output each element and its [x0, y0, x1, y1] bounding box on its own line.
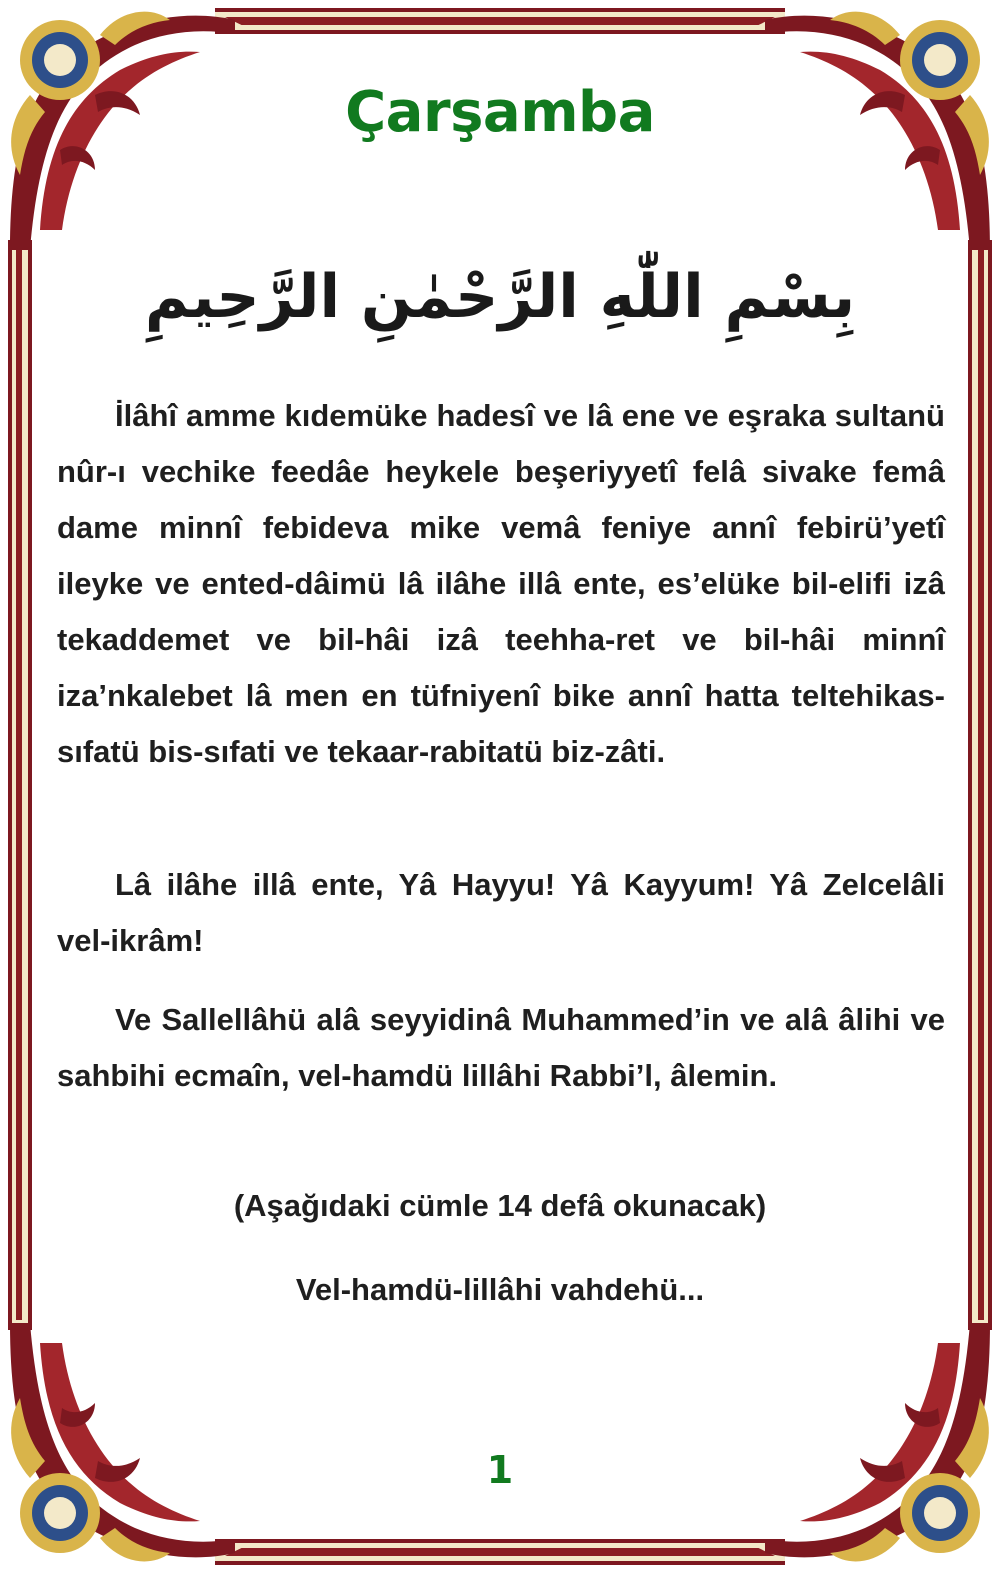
corner-ornament-bottom-left	[0, 1313, 240, 1573]
repeat-line: Vel-hamdü-lillâhi vahdehü...	[295, 1272, 705, 1307]
basmala-calligraphy: بِسْمِ اللّٰهِ الرَّحْمٰنِ الرَّحِيمِ	[144, 262, 856, 332]
frame-top-border	[215, 8, 785, 34]
frame-right-border	[968, 240, 992, 1330]
prayer-paragraph-3: Ve Sallellâhü alâ seyyidinâ Muhammed’in ve alâ âlihi ve sahbihi ecmaîn, vel-hamdü lillâhi Rabbi’l, âlemin.	[57, 1002, 945, 1093]
prayer-paragraph-2: Lâ ilâhe illâ ente, Yâ Hayyu! Yâ Kayyum! Yâ Zelcelâli vel-ikrâm!	[57, 867, 945, 958]
recitation-note: (Aşağıdaki cümle 14 defâ okunacak)	[233, 1188, 767, 1223]
page-title: Çarşamba	[345, 80, 655, 145]
prayer-paragraph-1: İlâhî amme kıdemüke hadesî ve lâ ene ve eşraka sultanü nûr-ı vechike feedâe heykele beşeriyyetî felâ sivake femâ dame minnî febideva mike vemâ feniye annî febirü’yetî ileyke ve ented-dâimü lâ ilâhe illâ ente, es’elüke bil-elifi izâ tekaddemet ve bil-hâi izâ teehha-ret ve bil-hâi minnî iza’nkalebet lâ men en tüfniyenî bike annî hatta teltehikas-sıfatü bis-sıfati ve tekaar-rabitatü biz-zâti.	[57, 398, 945, 769]
corner-ornament-bottom-right	[760, 1313, 1000, 1573]
frame-left-border	[8, 240, 32, 1330]
frame-bottom-border	[215, 1539, 785, 1565]
page-number: 1	[486, 1448, 514, 1492]
